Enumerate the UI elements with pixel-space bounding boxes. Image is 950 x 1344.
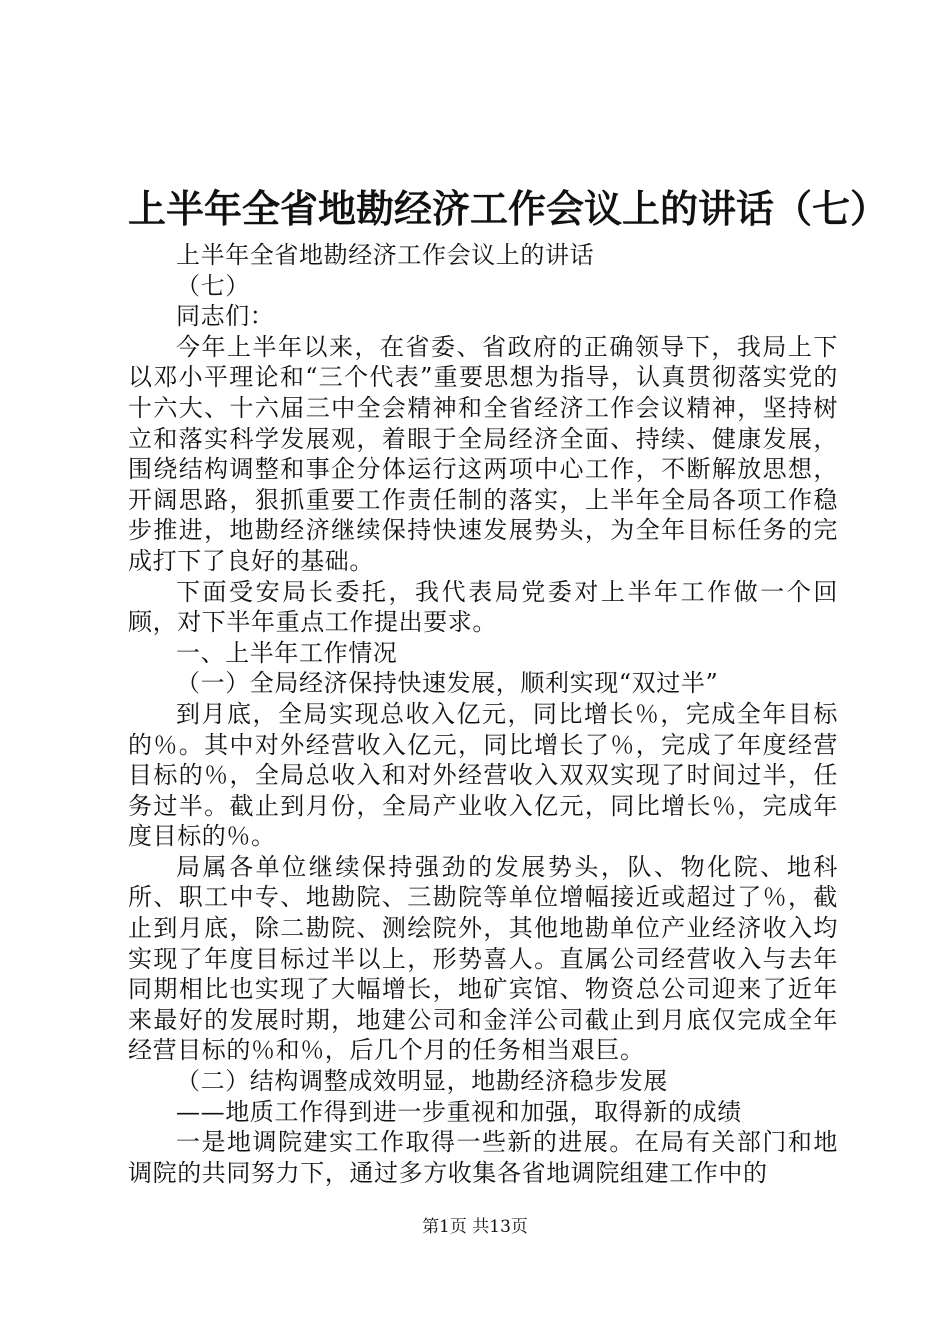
page-footer: 第1页 共13页 — [422, 1217, 528, 1237]
salutation: 同志们： — [176, 302, 275, 331]
document-body — [128, 240, 838, 1188]
document-title: 上半年全省地勘经济工作会议上的讲话（七） — [128, 186, 889, 231]
subsection-heading-2: （二）结构调整成效明显，地勘经济稳步发展 — [176, 1067, 668, 1096]
paragraph-overview: 下面受安局长委托，我代表局党委对上半年工作做一个回顾，对下半年重点工作提出要求。 — [128, 577, 838, 637]
subtitle-line: 上半年全省地勘经济工作会议上的讲话 — [176, 241, 595, 269]
paragraph-intro: 今年上半年以来，在省委、省政府的正确领导下，我局上下以邓小平理论和“三个代表”重要思想为指导，认真贯彻落实党的十六大、十六届三中全会精神和全省经济工作会议精神，坚持树立和落实科学发展观，着眼于全局经济全面、持续、健康发展，围绕结构调整和事企分体运行这两项中心工作，不断解放思想，开阔思路，狠抓重要工作责任制的落实，上半年全局各项工作稳步推进，地勘经济继续保持快速发展势头，为全年目标任务的完成打下了良好的基础。 — [128, 332, 838, 575]
paragraph-survey-institute: 一是地调院建实工作取得一些新的进展。在局有关部门和地调院的共同努力下，通过多方收集各省地调院组建工作中的 — [128, 1128, 838, 1187]
subtitle-number: （七） — [176, 271, 250, 300]
paragraph-income: 到月底，全局实现总收入亿元，同比增长％，完成全年目标的％。其中对外经营收入亿元，同比增长了％，完成了年度经营目标的％，全局总收入和对外经营收入双双实现了时间过半，任务过半。截止到月份，全局产业收入亿元，同比增长％，完成年度目标的％。 — [128, 699, 838, 851]
subsection-heading-1: （一）全局经济保持快速发展，顺利实现“双过半” — [176, 669, 719, 698]
paragraph-units: 局属各单位继续保持强劲的发展势头，队、物化院、地科所、职工中专、地勘院、三勘院等单位增幅接近或超过了％，截止到月底，除二勘院、测绘院外，其他地勘单位产业经济收入均实现了年度目标过半以上，形势喜人。直属公司经营收入与去年同期相比也实现了大幅增长，地矿宾馆、物资总公司迎来了近年来最好的发展时期，地建公司和金洋公司截止到月底仅完成全年经营目标的％和％，后几个月的任务相当艰巨。 — [128, 852, 838, 1065]
section-heading-1: 一、上半年工作情况 — [176, 638, 398, 667]
dash-heading: ——地质工作得到进一步重视和加强，取得新的成绩 — [176, 1097, 742, 1126]
